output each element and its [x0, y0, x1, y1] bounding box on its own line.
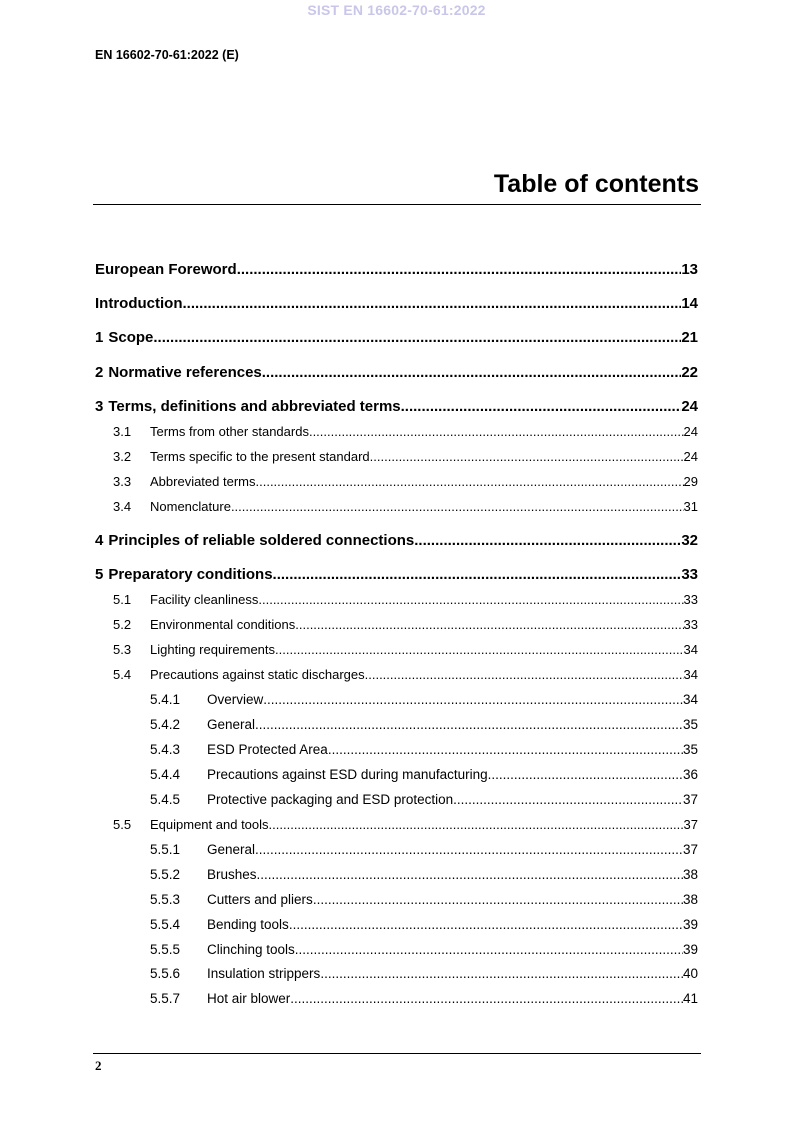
toc-entry-page: 31	[683, 499, 698, 514]
toc-entry-title: Cutters and pliers	[207, 892, 313, 907]
toc-entry-title: Abbreviated terms	[150, 474, 256, 489]
toc-entry-title: ESD Protected Area	[207, 742, 328, 757]
toc-entry-page: 33	[683, 592, 698, 607]
toc-dot-leader	[290, 991, 683, 1006]
toc-entry-title: Terms from other standards	[150, 424, 309, 439]
title-divider	[93, 204, 701, 205]
toc-entry-page: 39	[682, 917, 698, 932]
toc-dot-leader	[295, 617, 683, 632]
toc-dot-leader	[275, 642, 684, 657]
toc-entry-page: 40	[682, 966, 698, 981]
toc-entry[interactable]	[95, 991, 698, 1006]
toc-entry-number: 5.5.5	[150, 942, 181, 957]
toc-entry[interactable]	[95, 842, 698, 857]
toc-entry-title: Nomenclature	[150, 499, 231, 514]
toc-entry-number: 4	[95, 532, 104, 549]
toc-entry[interactable]	[95, 449, 698, 464]
toc-entry-page: 39	[682, 942, 698, 957]
toc-entry-number: 5.5.1	[150, 842, 181, 857]
toc-entry-title: Protective packaging and ESD protection	[207, 792, 454, 807]
toc-dot-leader	[401, 398, 682, 415]
toc-dot-leader	[255, 717, 683, 732]
toc-dot-leader	[231, 499, 684, 514]
toc-entry-page: 22	[681, 364, 698, 381]
toc-entry[interactable]	[95, 261, 698, 278]
toc-entry-title: Clinching tools	[207, 942, 295, 957]
toc-entry[interactable]	[95, 892, 698, 907]
toc-entry-number: 3	[95, 398, 104, 415]
toc-entry-number: 5.4	[113, 667, 132, 682]
toc-entry-title: Precautions against ESD during manufacturing	[207, 767, 488, 782]
toc-entry-title: Lighting requirements	[150, 642, 276, 657]
toc-entry-number: 3.3	[113, 474, 132, 489]
toc-dot-leader	[328, 742, 683, 757]
toc-entry[interactable]	[95, 474, 698, 489]
toc-entry-number: 5.5	[113, 817, 132, 832]
toc-entry-number: 5.4.4	[150, 767, 181, 782]
toc-entry[interactable]	[95, 792, 698, 807]
toc-entry-number: 5.5.6	[150, 966, 181, 981]
page-number: 2	[95, 1058, 102, 1073]
toc-dot-leader	[257, 867, 683, 882]
toc-entry-number: 5.5.3	[150, 892, 181, 907]
toc-entry-title: Principles of reliable soldered connections	[108, 532, 415, 549]
toc-entry-number: 3.4	[113, 499, 132, 514]
toc-dot-leader	[273, 566, 682, 583]
toc-entry-number: 5.5.4	[150, 917, 181, 932]
toc-entry-title: Terms specific to the present standard	[150, 449, 370, 464]
toc-entry[interactable]	[95, 398, 698, 415]
toc-dot-leader	[289, 917, 683, 932]
toc-dot-leader	[182, 295, 681, 312]
toc-dot-leader	[313, 892, 683, 907]
toc-entry-page: 38	[682, 892, 698, 907]
toc-entry-title: Equipment and tools	[150, 817, 269, 832]
toc-dot-leader	[453, 792, 683, 807]
toc-entry-page: 37	[682, 792, 698, 807]
toc-entry[interactable]	[95, 942, 698, 957]
toc-entry[interactable]	[95, 667, 698, 682]
toc-entry[interactable]	[95, 329, 698, 346]
toc-entry-title: Environmental conditions	[150, 617, 296, 632]
toc-entry-page: 32	[681, 532, 698, 549]
toc-entry-page: 35	[682, 742, 698, 757]
toc-entry-number: 2	[95, 364, 104, 381]
toc-entry[interactable]	[95, 717, 698, 732]
toc-entry[interactable]	[95, 692, 698, 707]
toc-entry-title: Overview	[207, 692, 264, 707]
toc-entry-title: Terms, definitions and abbreviated terms	[108, 398, 401, 415]
toc-dot-leader	[320, 966, 683, 981]
toc-entry[interactable]	[95, 966, 698, 981]
toc-entry[interactable]	[95, 642, 698, 657]
toc-dot-leader	[414, 532, 681, 549]
toc-entry-title: Normative references	[108, 364, 262, 381]
toc-dot-leader	[309, 424, 684, 439]
toc-dot-leader	[370, 449, 684, 464]
toc-entry-title: Insulation strippers	[207, 966, 321, 981]
toc-entry-page: 29	[683, 474, 698, 489]
toc-entry-page: 34	[682, 692, 698, 707]
toc-entry-number: 5.5.7	[150, 991, 181, 1006]
toc-entry-number: 5	[95, 566, 104, 583]
toc-entry-page: 13	[681, 261, 698, 278]
toc-entry[interactable]	[95, 917, 698, 932]
toc-entry-page: 35	[682, 717, 698, 732]
toc-entry-page: 24	[683, 424, 698, 439]
toc-entry-page: 41	[682, 991, 698, 1006]
toc-entry-number: 5.4.2	[150, 717, 181, 732]
toc-dot-leader	[262, 364, 682, 381]
toc-entry[interactable]	[95, 566, 698, 583]
toc-entry-title: Scope	[108, 329, 154, 346]
toc-entry[interactable]	[95, 295, 698, 312]
toc-dot-leader	[263, 692, 683, 707]
toc-entry[interactable]	[95, 742, 698, 757]
toc-entry-number: 5.2	[113, 617, 132, 632]
toc-entry-page: 37	[683, 817, 698, 832]
toc-entry-title: European Foreword	[95, 261, 237, 278]
toc-entry[interactable]	[95, 364, 698, 381]
toc-dot-leader	[269, 817, 684, 832]
toc-entry-page: 24	[683, 449, 698, 464]
toc-entry-page: 14	[681, 295, 698, 312]
toc-entry-title: Bending tools	[207, 917, 289, 932]
toc-entry-title: Hot air blower	[207, 991, 291, 1006]
toc-dot-leader	[488, 767, 683, 782]
page-title: Table of contents	[493, 170, 699, 198]
toc-entry-page: 34	[683, 667, 698, 682]
toc-entry-title: Introduction	[95, 295, 183, 312]
toc-entry-number: 5.4.1	[150, 692, 181, 707]
toc-entry[interactable]	[95, 592, 698, 607]
toc-entry[interactable]	[95, 817, 698, 832]
toc-dot-leader	[365, 667, 684, 682]
toc-entry-page: 36	[682, 767, 698, 782]
toc-entry[interactable]	[95, 532, 698, 549]
toc-dot-leader	[256, 474, 684, 489]
toc-entry-number: 5.5.2	[150, 867, 181, 882]
toc-entry[interactable]	[95, 767, 698, 782]
toc-entry-number: 3.1	[113, 424, 132, 439]
toc-entry-title: Precautions against static discharges	[150, 667, 365, 682]
toc-entry-page: 33	[681, 566, 698, 583]
toc-entry-title: General	[207, 842, 256, 857]
toc-dot-leader	[255, 842, 683, 857]
toc-entry-page: 33	[683, 617, 698, 632]
toc-entry[interactable]	[95, 867, 698, 882]
toc-entry-title: General	[207, 717, 256, 732]
document-id: EN 16602-70-61:2022 (E)	[95, 48, 239, 62]
toc-entry-page: 37	[682, 842, 698, 857]
toc-entry-number: 5.3	[113, 642, 132, 657]
toc-entry-page: 34	[683, 642, 698, 657]
toc-dot-leader	[258, 592, 683, 607]
toc-entry-page: 38	[682, 867, 698, 882]
toc-entry-number: 3.2	[113, 449, 132, 464]
toc-entry-number: 1	[95, 329, 104, 346]
toc-dot-leader	[295, 942, 683, 957]
toc-entry-number: 5.4.5	[150, 792, 181, 807]
toc-entry-title: Facility cleanliness	[150, 592, 259, 607]
toc-entry-page: 21	[681, 329, 698, 346]
toc-entry[interactable]	[95, 617, 698, 632]
toc-entry-title: Brushes	[207, 867, 257, 882]
toc-entry-number: 5.1	[113, 592, 132, 607]
toc-entry-title: Preparatory conditions	[108, 566, 273, 583]
toc-entry-page: 24	[681, 398, 698, 415]
toc-dot-leader	[237, 261, 682, 278]
toc-entry[interactable]	[95, 424, 698, 439]
toc-entry[interactable]	[95, 499, 698, 514]
toc-entry-number: 5.4.3	[150, 742, 181, 757]
footer-divider	[93, 1053, 701, 1054]
watermark: SIST EN 16602-70-61:2022	[307, 2, 486, 18]
toc-dot-leader	[153, 329, 681, 346]
